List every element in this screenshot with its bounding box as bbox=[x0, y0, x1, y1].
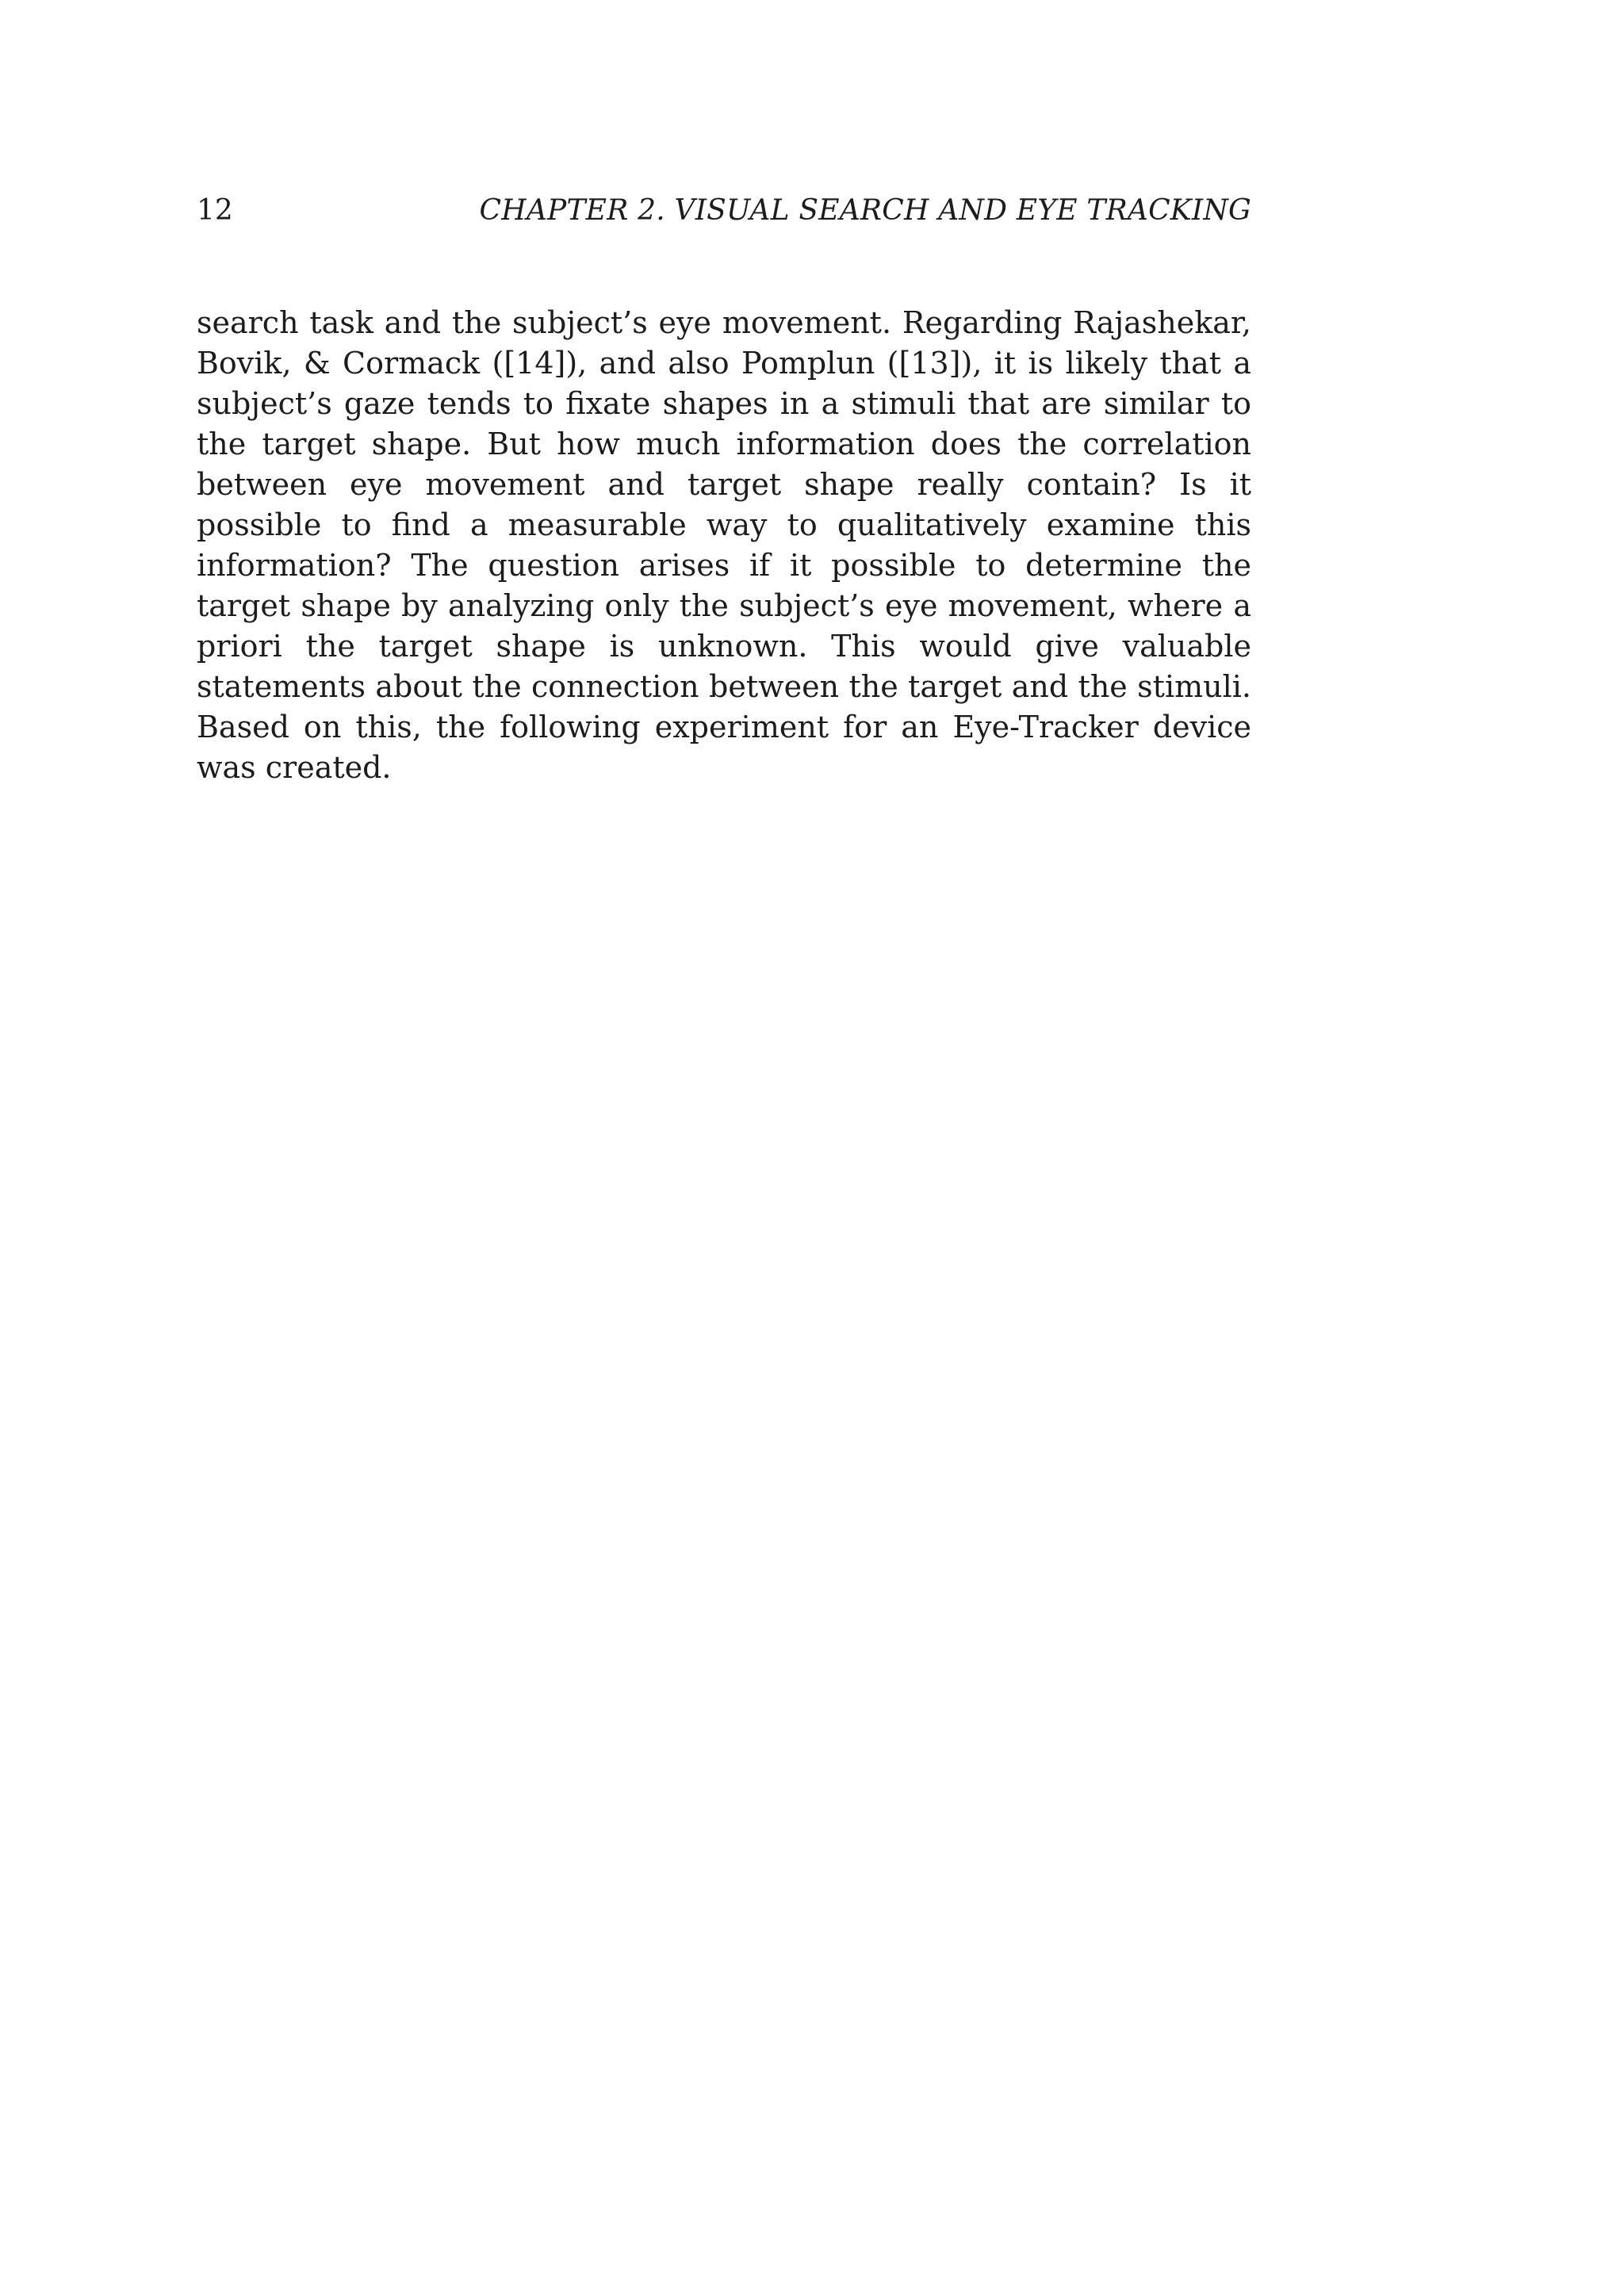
page-number: 12 bbox=[197, 194, 233, 227]
chapter-title: CHAPTER 2. VISUAL SEARCH AND EYE TRACKING bbox=[479, 194, 1251, 227]
running-header bbox=[197, 189, 1251, 233]
paragraph: search task and the subject’s eye movement. Regarding Rajashekar, Bovik, & Cormack ([14]), and also Pomplun ([13]), it is likely that a subject’s gaze tends to fixate shapes in a stimuli that are similar to the target shape. But how much information does the correlation between eye movement and target shape really contain? Is it possible to find a measurable way to qualitatively examine this information? The question arises if it possible to determine the target shape by analyzing only the subject’s eye movement, where a priori the target shape is unknown. This would give valuable statements about the connection between the target and the stimuli. Based on this, the following experiment for an Eye-Tracker device was created. bbox=[197, 305, 1251, 785]
body-text bbox=[197, 303, 1251, 788]
